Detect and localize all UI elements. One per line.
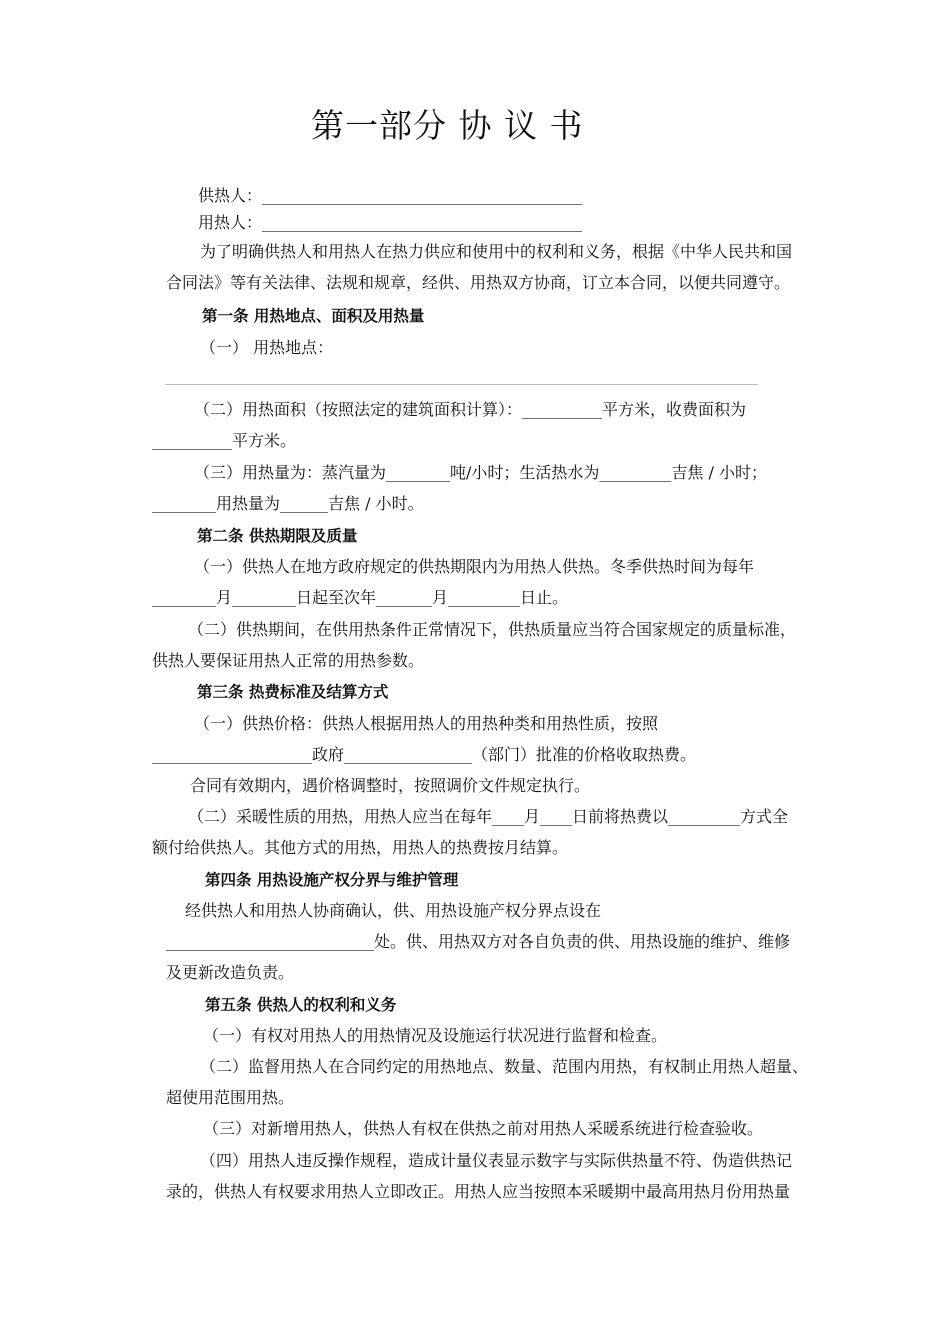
intro-line-1: 为了明确供热人和用热人在热力供应和使用中的权利和义务，根据《中华人民共和国 (200, 242, 793, 261)
article-5-item-3: （三）对新增用热人，供热人有权在供热之前对用热人采暖系统进行检查验收。 (203, 1119, 764, 1138)
article-5-item-4b: 录的，供热人有权要求用热人立即改正。用热人应当按照本采暖期中最高用热月份用热量 (166, 1182, 791, 1201)
intro-line-2: 合同法》等有关法律、法规和规章，经供、用热双方协商，订立本合同，以便共同遵守。 (166, 273, 791, 292)
article-2-item-2a: （二）供热期间，在供用热条件正常情况下，供热质量应当符合国家规定的质量标准， (188, 620, 797, 639)
article-3-item-1b: ____________________政府________________（部门）批准的价格收取热费。 (152, 745, 697, 764)
page-title: 第一部分 协 议 书 (311, 106, 584, 145)
article-1-heading: 第一条 用热地点、面积及用热量 (202, 307, 425, 325)
article-1-item-3b: ________用热量为______吉焦 / 小时。 (152, 494, 424, 513)
article-3-item-2a: （二）采暖性质的用热，用热人应当在每年____月____日前将热费以_________方式全 (188, 807, 789, 826)
article-3-heading: 第三条 热费标准及结算方式 (197, 683, 389, 701)
article-2-item-1a: （一）供热人在地方政府规定的供热期限内为用热人供热。冬季供热时间为每年 (194, 557, 755, 576)
address-blank-line (165, 384, 758, 385)
article-1-item-2b: __________平方米。 (152, 431, 297, 450)
supplier-line: 供热人：________________________________________ (198, 186, 583, 205)
article-1-item-1: （一） 用热地点： (200, 338, 334, 357)
article-4-line-c: 及更新改造负责。 (166, 963, 295, 982)
article-5-item-4a: （四）用热人违反操作规程，造成计量仪表显示数字与实际供热量不符、伪造供热记 (200, 1151, 793, 1170)
article-2-item-2b: 供热人要保证用热人正常的用热参数。 (152, 651, 425, 670)
article-5-item-1: （一）有权对用热人的用热情况及设施运行状况进行监督和检查。 (203, 1026, 668, 1045)
article-5-item-2b: 超使用范围用热。 (166, 1088, 295, 1107)
article-1-item-2a: （二）用热面积（按照法定的建筑面积计算）：__________平方米，收费面积为 (194, 400, 747, 419)
article-4-line-b: __________________________处。供、用热双方对各自负责的供、用热设施的维护、维修 (166, 932, 791, 951)
article-5-item-2a: （二）监督用热人在合同约定的用热地点、数量、范围内用热，有权制止用热人超量、 (200, 1057, 809, 1076)
article-5-heading: 第五条 供热人的权利和义务 (205, 996, 397, 1014)
article-3-item-1c: 合同有效期内，遇价格调整时，按照调价文件规定执行。 (190, 776, 591, 795)
article-2-heading: 第二条 供热期限及质量 (197, 527, 358, 545)
article-4-line-a: 经供热人和用热人协商确认，供、用热设施产权分界点设在 (185, 901, 602, 920)
article-2-item-1b: ________月________日起至次年_______月_________日止。 (152, 588, 569, 607)
article-1-item-3a: （三）用热量为：蒸汽量为________吨/小时；生活热水为_________吉焦 / 小时； (194, 463, 767, 482)
article-4-heading: 第四条 用热设施产权分界与维护管理 (205, 871, 459, 889)
article-3-item-1a: （一）供热价格：供热人根据用热人的用热种类和用热性质，按照 (194, 714, 659, 733)
user-line: 用热人：________________________________________ (198, 213, 583, 232)
article-3-item-2b: 额付给供热人。其他方式的用热，用热人的热费按月结算。 (152, 838, 569, 857)
